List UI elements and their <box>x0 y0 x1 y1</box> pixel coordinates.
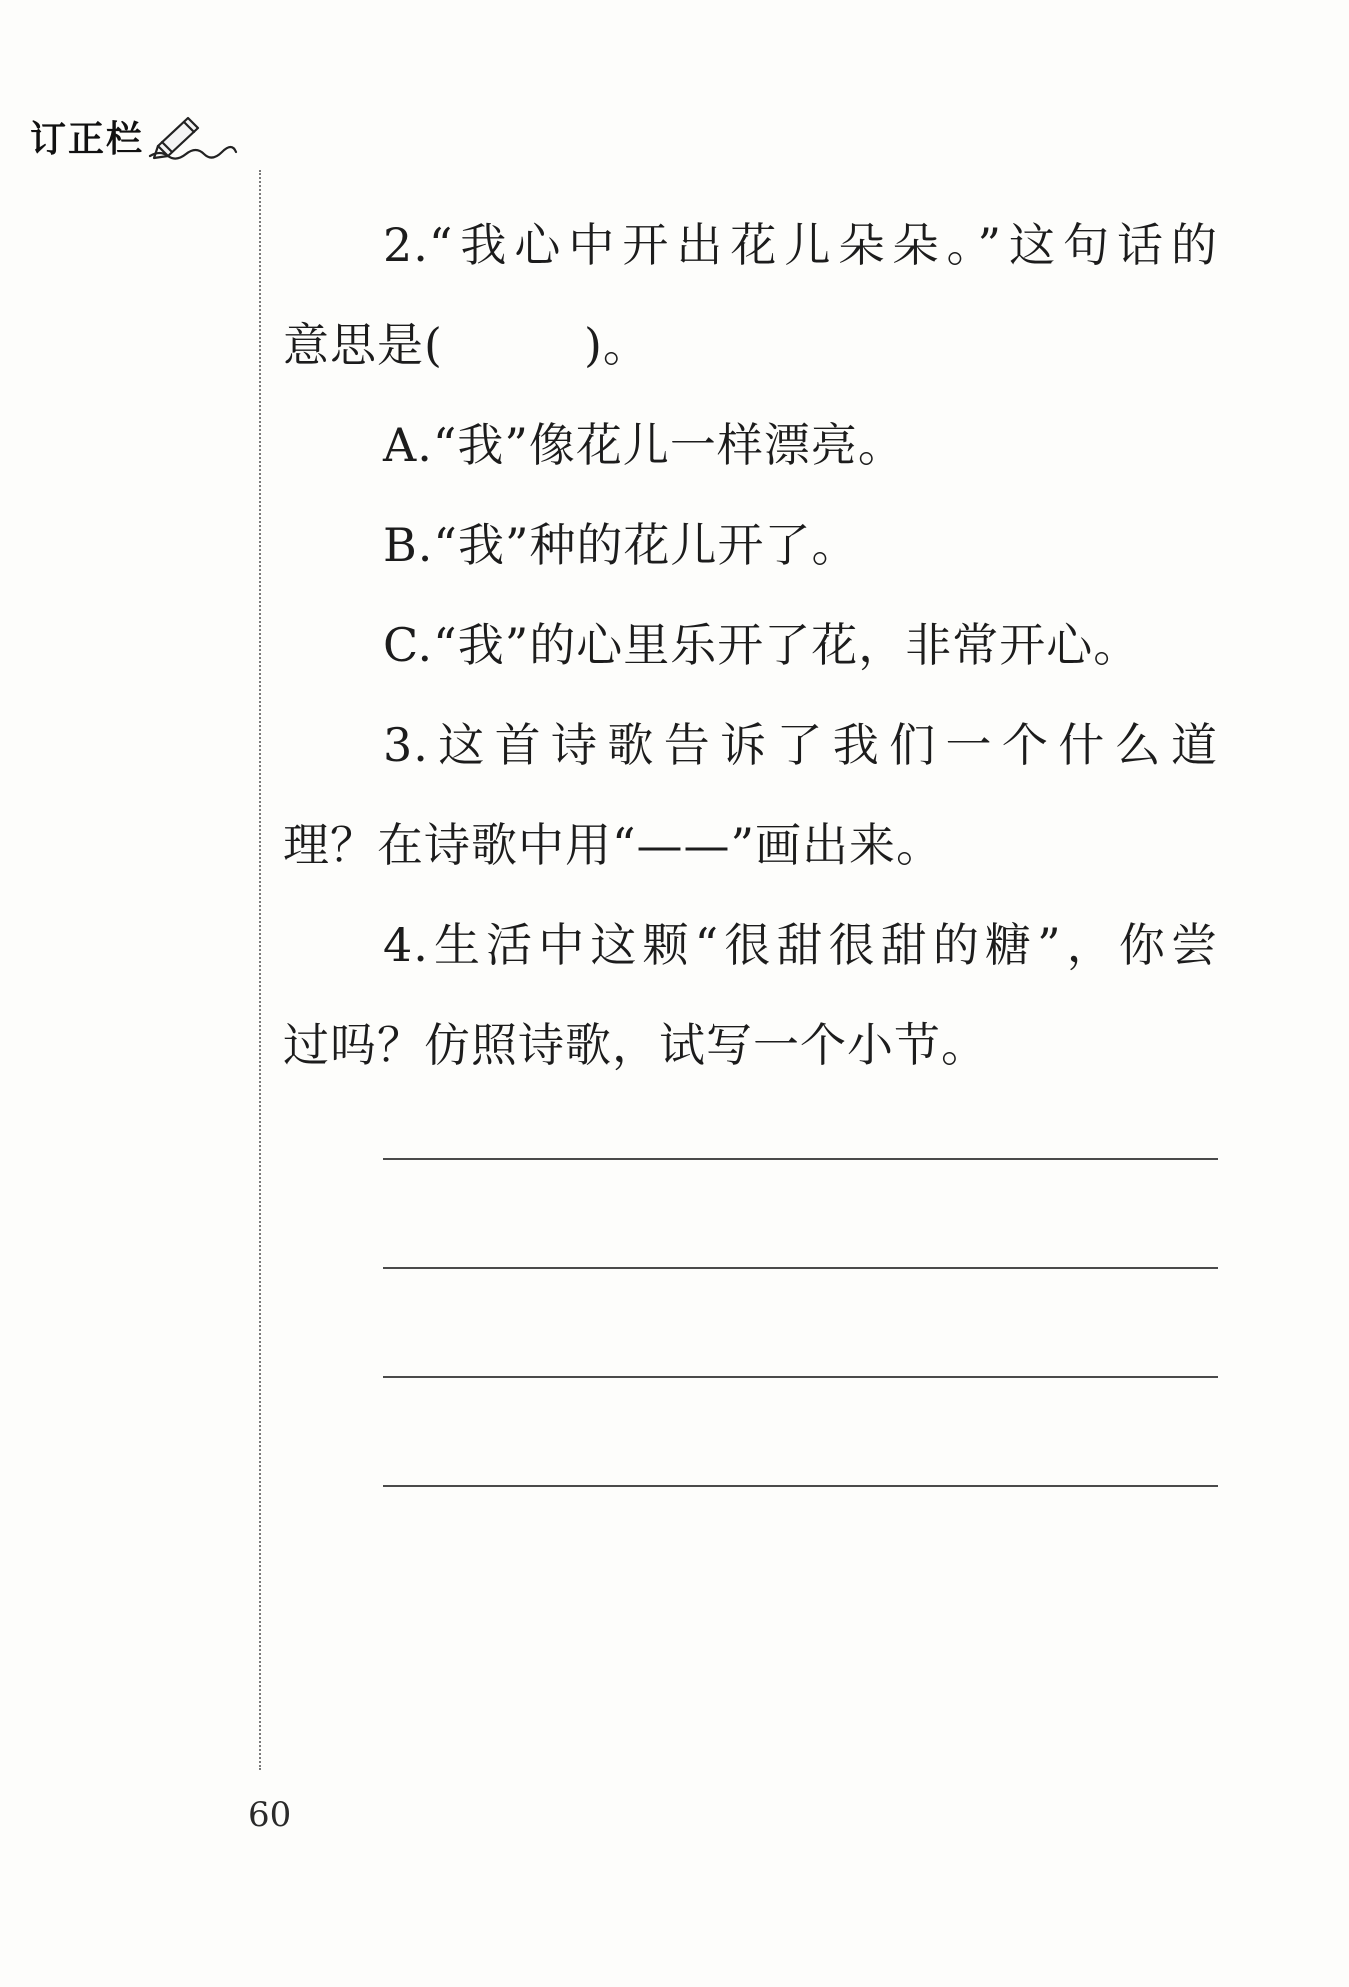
margin-dotted-rule <box>259 170 261 1770</box>
pencil-icon <box>146 110 238 160</box>
question-area <box>283 195 1218 1095</box>
answer-line[interactable] <box>383 1158 1218 1160</box>
question-4-text-continued: 过吗？仿照诗歌，试写一个小节。 <box>283 1018 988 1072</box>
correction-column-label: 订正栏 <box>30 119 145 160</box>
answer-line[interactable] <box>383 1376 1218 1378</box>
question-4-text: 4.生活中这颗“很甜很甜的糖”，你尝 <box>383 918 1218 972</box>
question-2-text: 2.“我心中开出花儿朵朵。”这句话的 <box>383 218 1218 272</box>
question-2-option-c: C.“我”的心里乐开了花，非常开心。 <box>383 618 1141 672</box>
answer-writing-area[interactable] <box>383 1158 1218 1594</box>
correction-column-header <box>30 110 238 160</box>
answer-line[interactable] <box>383 1485 1218 1487</box>
question-2-option-b: B.“我”种的花儿开了。 <box>383 518 859 572</box>
question-2-text-continued: 意思是( )。 <box>283 318 650 372</box>
answer-line[interactable] <box>383 1267 1218 1269</box>
question-3-text-continued: 理？在诗歌中用“——”画出来。 <box>283 818 944 872</box>
question-3-text: 3.这首诗歌告诉了我们一个什么道 <box>383 718 1218 772</box>
page-number: 60 <box>248 1795 292 1835</box>
question-2-option-a: A.“我”像花儿一样漂亮。 <box>383 418 905 472</box>
